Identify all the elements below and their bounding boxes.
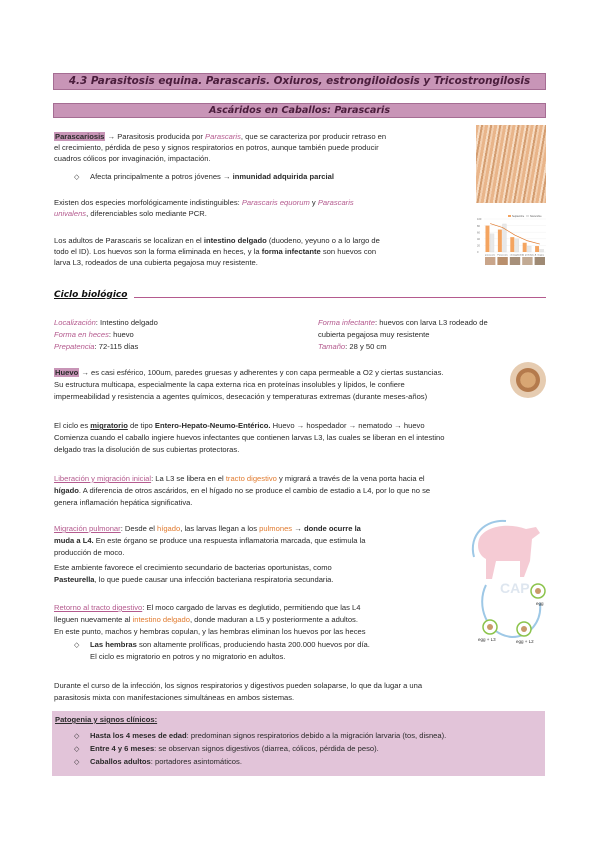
chart-category-thumbnail [510, 257, 520, 265]
intro-line-3: cuadros cólicos por invaginación, impactación. [54, 154, 211, 163]
chart-bar-b [527, 246, 531, 252]
adults-line-1: Los adultos de Parascaris se localizan en el intestino delgado (duodeno, yeyuno o a lo largo de [54, 236, 380, 245]
title-banner [53, 73, 546, 90]
chart-bar-a [535, 246, 539, 252]
overlap-line-2: parasitosis mixta con manifestaciones simultáneas en ambos sistemas. [54, 693, 295, 702]
worms-photo [476, 125, 546, 203]
label-egg-l2: egg + L2 [516, 639, 534, 644]
cycle-feces: Forma en heces: huevo [54, 330, 134, 339]
subtitle-banner [53, 103, 546, 118]
prevalence-chart [476, 214, 548, 266]
chart-category-thumbnail [497, 257, 507, 265]
life-cycle-diagram [466, 515, 548, 647]
chart-ytick: 100 [477, 218, 482, 222]
pulm-line-4: Este ambiente favorece el crecimiento secundario de bacterias oportunistas, como [54, 563, 332, 572]
egg-line-2: Su estructura multicapa, especialmente la capa externa rica en proteínas insolubles y lípidos, le confiere [54, 380, 405, 389]
genus-parascaris: Parascaris [205, 132, 241, 141]
egg-line-1: Huevo → es casi esférico, 100um, paredes gruesas y adherentes y con capa permeable a O2 y ciertas sustancias. [55, 368, 444, 377]
chart-bar-a [523, 243, 527, 252]
page-title: 4.3 Parasitosis equina. Parascaris. Oxiuros, estrongiloidosis y Tricostrongilosis [68, 75, 531, 87]
intro-bullet: ◇ Afecta principalmente a potros jóvenes → inmunidad adquirida parcial [74, 172, 334, 183]
bullet-icon: ◇ [74, 746, 80, 753]
bullet-icon: ◇ [74, 642, 80, 649]
lib-line-3: genera inflamación hepática significativa. [54, 498, 193, 507]
life-cycle-svg [466, 515, 548, 647]
horse-silhouette [478, 526, 540, 579]
bullet-icon: ◇ [74, 759, 80, 766]
chart-ytick: 0 [477, 251, 479, 255]
pulm-line-2: muda a L4. En este órgano se produce una respuesta inflamatoria marcada, que estimula la [54, 536, 366, 545]
chart-bar-b [490, 234, 494, 252]
label-egg: egg [536, 601, 544, 606]
migr-line-3: delgado tras la disolución de sus cubiertas protectoras. [54, 445, 240, 454]
pathogenesis-bullet-2: ◇ Entre 4 y 6 meses: se observan signos digestivos (diarrea, cólicos, pérdida de peso). [74, 744, 379, 755]
bullet-icon: ◇ [74, 174, 80, 181]
chart-category-label: strongyloides [509, 254, 523, 257]
pulm-line-5: Pasteurella, lo que puede causar una infección bacteriana respiratoria secundaria. [54, 575, 334, 584]
chart-bar-a [510, 237, 514, 252]
chart-category-thumbnail [522, 257, 532, 265]
label-egg-l3: egg + L3 [478, 637, 496, 642]
migr-line-1: El ciclo es migratorio de tipo Entero-Hepato-Neumo-Entérico. Huevo → hospedador → nematodo → huevo [54, 421, 425, 430]
ret-bullet: ◇ Las hembras son altamente prolíficas, produciendo hasta 200.000 huevos por día. [74, 640, 370, 651]
ret-line-2: lleguen nuevamente al intestino delgado, donde maduran a L5 y posteriormente a adultos. [54, 615, 358, 624]
chart-bar-a [485, 226, 489, 252]
species-line-1: Existen dos especies morfológicamente indistinguibles: Parascaris equorum y Parascaris [54, 198, 354, 207]
chart-ytick: 20 [477, 244, 480, 248]
lib-line-1: Liberación y migración inicial: La L3 se libera en el tracto digestivo y migrará a través de la vena porta hacia el [54, 474, 425, 483]
migr-line-2: Comienza cuando el caballo ingiere huevos infectantes que contienen larvas L3, las cuales se liberan en el intestino [54, 433, 445, 442]
pathogenesis-bullet-3: ◇ Caballos adultos: portadores asintomáticos. [74, 757, 242, 768]
pulm-line-1: Migración pulmonar: Desde el hígado, las larvas llegan a los pulmones → donde ocurre la [54, 524, 361, 533]
chart-ytick: 40 [477, 238, 480, 241]
cycle-size: Tamaño: 28 y 50 cm [318, 342, 387, 351]
chart-category-thumbnail [485, 257, 495, 265]
term-parascariosis: Parascariosis [55, 132, 105, 141]
ret-line-1: Retorno al tracto digestivo: El moco cargado de larvas es deglutido, permitiendo que las L4 [54, 603, 361, 612]
chart-category-label: parascaris [485, 254, 496, 257]
cycle-infective: Forma infectante: huevos con larva L3 rodeado de [318, 318, 488, 327]
cycle-infective-2: cubierta pegajosa muy resistente [318, 330, 430, 339]
page-subtitle: Ascáridos en Caballos: Parascaris [208, 105, 391, 116]
ret-line-3: En este punto, machos y hembras copulan, y las hembras eliminan los huevos por las heces [54, 627, 366, 636]
adults-line-2: todo el ID). Los huevos son la forma eliminada en heces, y la forma infectante son huevos con [54, 247, 377, 256]
svg-text:CAP: CAP [500, 580, 530, 596]
chart-svg [476, 214, 548, 266]
chart-legend-swatch [526, 215, 529, 217]
chart-category-thumbnail [535, 257, 545, 265]
chart-bar-b [515, 239, 519, 252]
egg-photo [510, 362, 546, 398]
cycle-localization: Localización: Intestino delgado [54, 318, 158, 327]
chart-category-label: A. perfoliata [522, 254, 534, 257]
chart-ytick: 80 [477, 224, 480, 228]
adults-line-3: larva L3, rodeados de una cubierta pegajosa muy resistente. [54, 258, 258, 267]
chart-bar-a [498, 230, 502, 252]
cycle-prepatency: Prepatencia: 72-115 días [54, 342, 139, 351]
species-line-2: univalens, diferenciables solo mediante PCR. [54, 209, 207, 218]
intro-line-2: el crecimiento, pérdida de peso y signos respiratorios en potros, aunque también puede producir [54, 143, 379, 152]
chart-bar-b [540, 249, 544, 252]
overlap-line-1: Durante el curso de la infección, los signos respiratorios y digestivos pueden solaparse, lo que da lugar a una [54, 681, 423, 690]
intro-line-1: Parascariosis → Parasitosis producida por Parascaris, que se caracteriza por producir retraso en [55, 132, 387, 141]
bullet-icon: ◇ [74, 733, 80, 740]
pathogenesis-title: Patogenia y signos clínicos: [55, 715, 158, 724]
chart-legend-swatch [508, 215, 511, 217]
cycle-title: Ciclo biológico [54, 290, 128, 300]
pulm-line-3: producción de moco. [54, 548, 125, 557]
chart-legend-label: Septiembre [512, 215, 525, 218]
chart-category-label: A. magna [534, 254, 544, 257]
lib-line-2: hígado. A diferencia de otros ascáridos, en el hígado no se produce el cambio de estadio a L4, por lo que no se [54, 486, 431, 495]
cycle-rule [134, 297, 546, 298]
ret-bullet-2: El ciclo es migratorio en potros y no migratorio en adultos. [90, 652, 286, 661]
chart-category-label: Parascaris [497, 254, 508, 257]
egg-line-3: impermeabilidad y resistencia a agentes químicos, desecación y temperaturas extremas (durante meses-años) [54, 392, 428, 401]
chart-legend-label: Noviembre [530, 215, 542, 218]
pathogenesis-bullet-1: ◇ Hasta los 4 meses de edad: predominan signos respiratorios debido a la migración larvaria (tos, disnea). [74, 731, 446, 742]
chart-ytick: 60 [477, 231, 480, 235]
